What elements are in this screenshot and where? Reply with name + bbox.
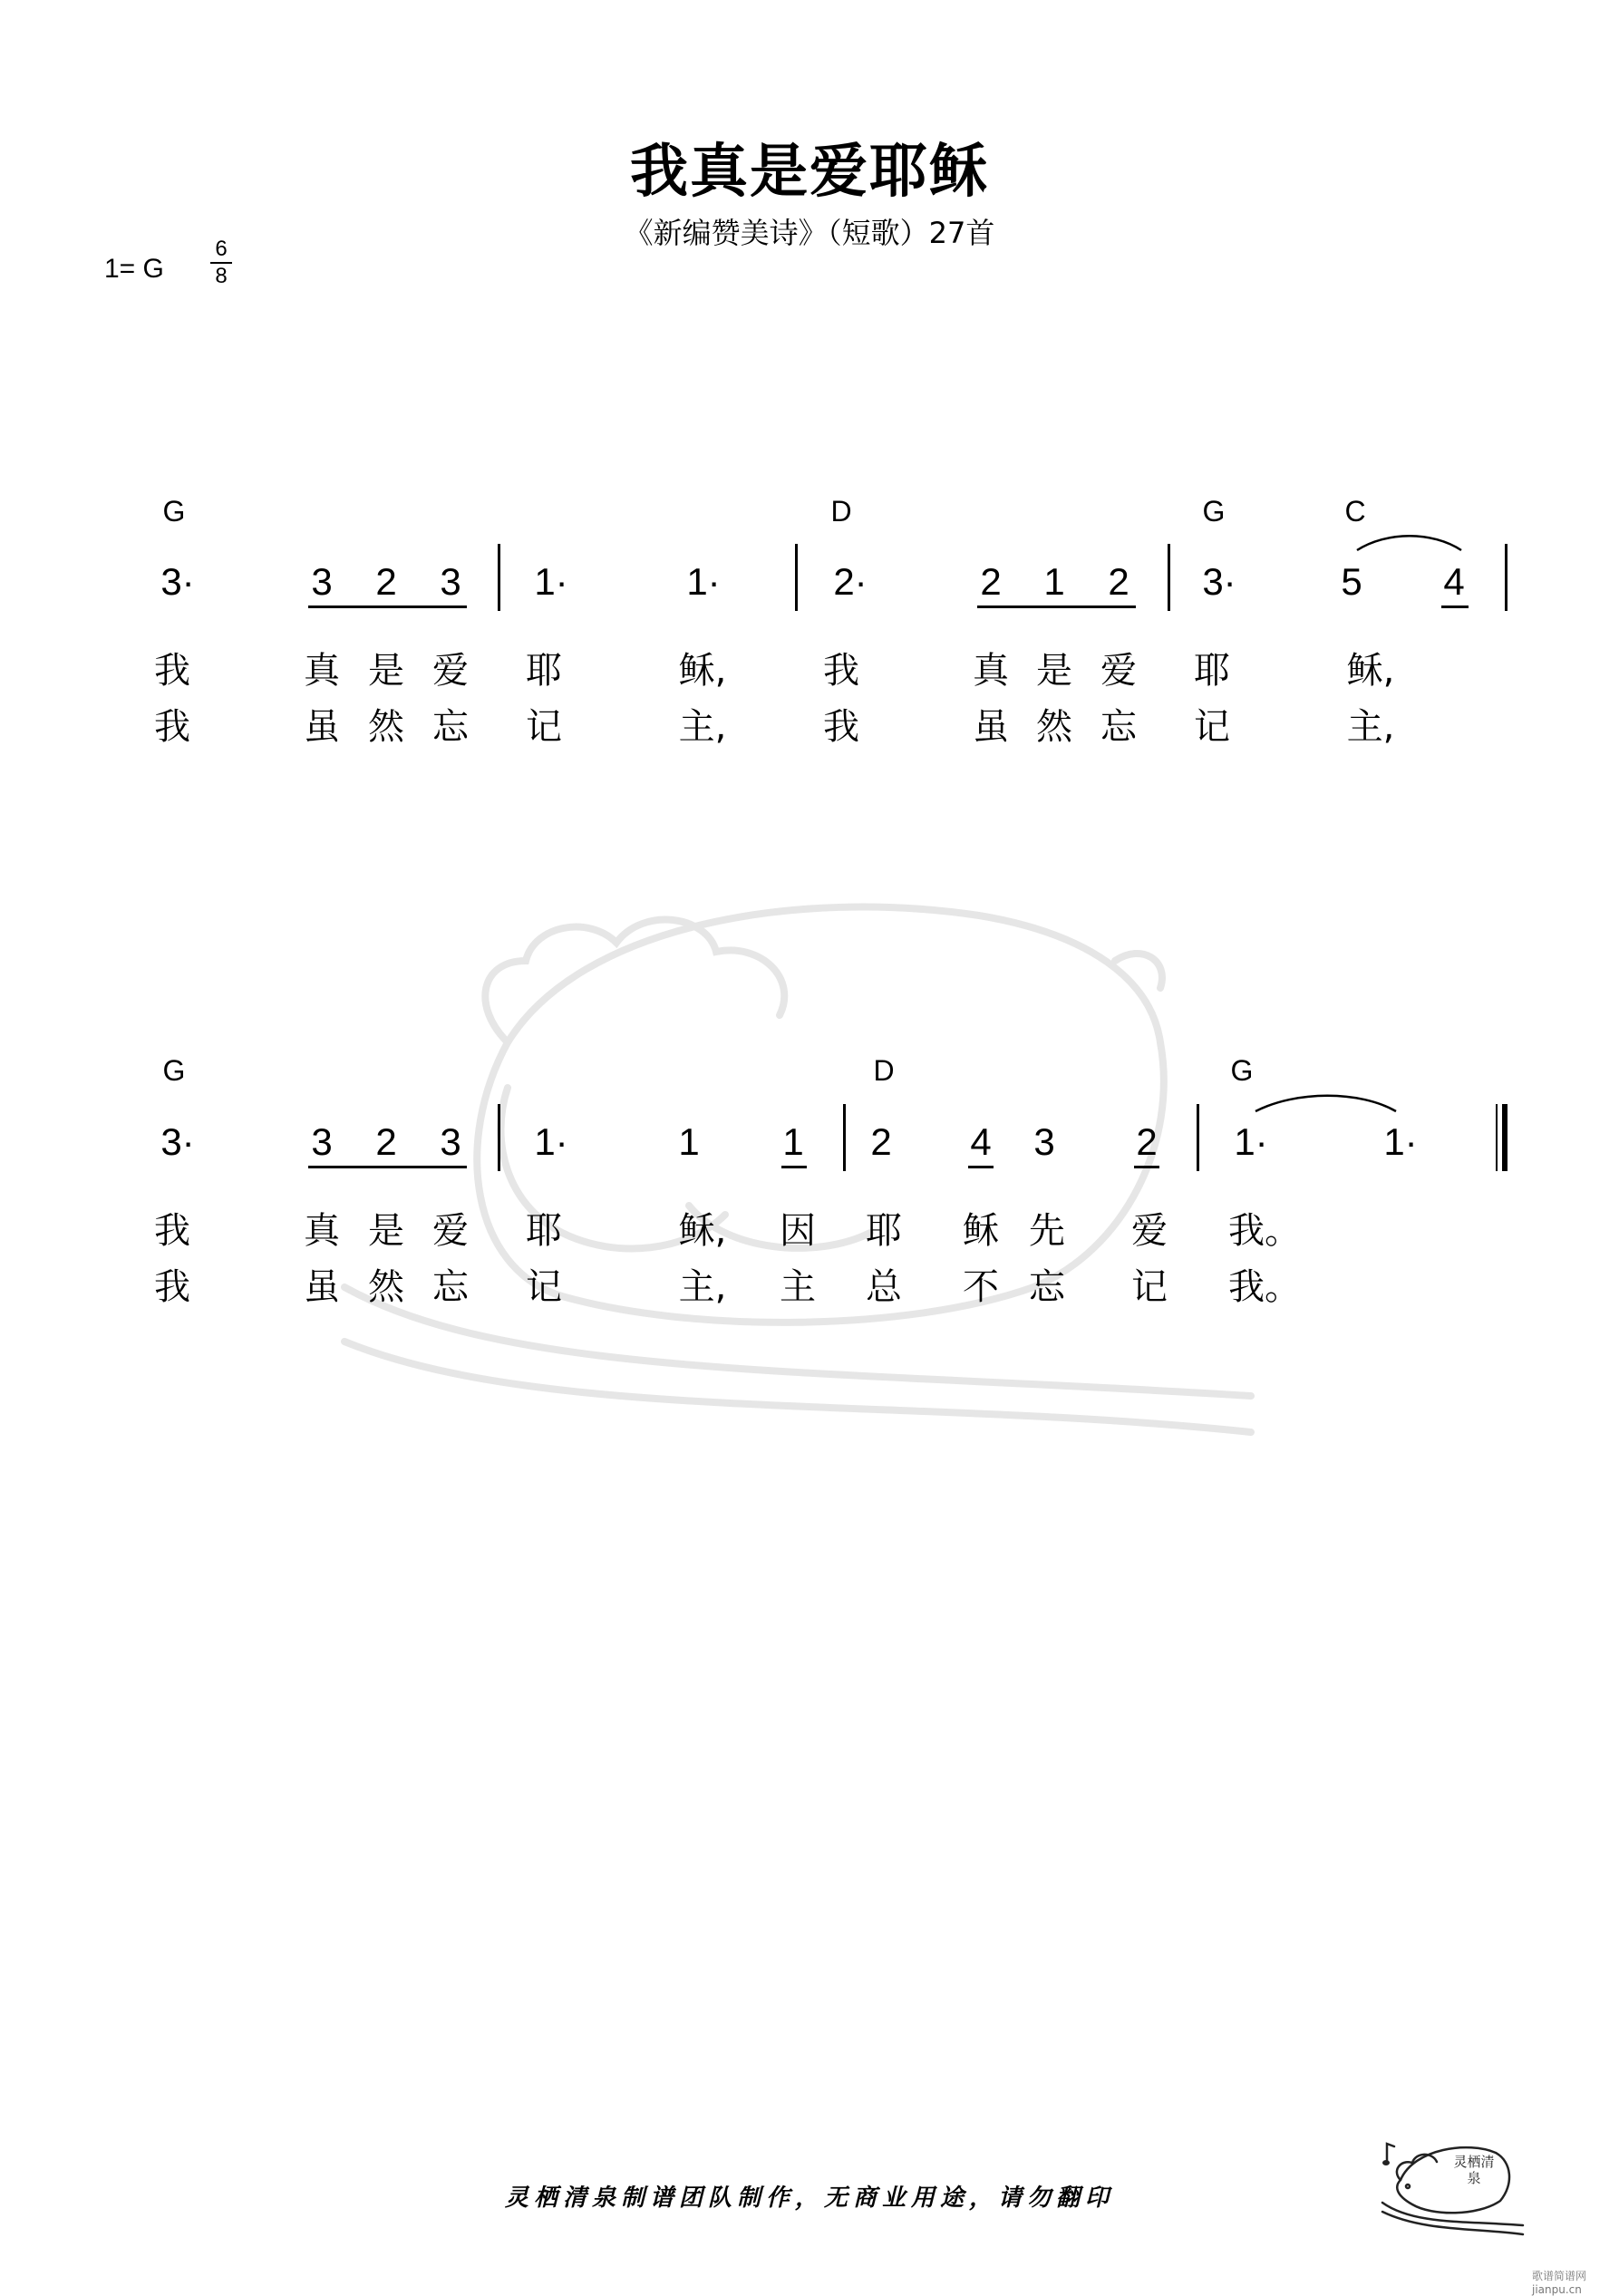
note: 3·: [160, 560, 195, 603]
lyric-verse2: 忘: [432, 1266, 469, 1308]
site-credit: 歌谱简谱网 jianpu.cn: [1532, 2270, 1587, 2296]
logo-text: 灵栖清泉: [1453, 2154, 1495, 2186]
note: 2: [870, 1120, 892, 1163]
note: 1·: [1383, 1120, 1418, 1163]
lyric-verse1: 稣,: [678, 1210, 727, 1252]
note: 3·: [1202, 560, 1236, 603]
lyric-verse2: 虽: [973, 706, 1009, 748]
note: 4: [1443, 560, 1465, 603]
note: 1: [1043, 560, 1065, 603]
lyric-verse1: 真: [973, 650, 1009, 692]
note: 4: [970, 1120, 992, 1163]
lyric-verse1: 是: [368, 1210, 404, 1252]
note: 3: [311, 560, 333, 603]
lyric-verse1: 爱: [432, 650, 469, 692]
lyric-verse1: 稣: [963, 1210, 999, 1252]
lyric-verse1: 我: [154, 1210, 190, 1252]
lyric-verse2: 记: [526, 706, 562, 748]
lyric-verse2: 主,: [678, 1266, 727, 1308]
lyric-verse2: 记: [526, 1266, 562, 1308]
lyric-verse1: 真: [304, 1210, 340, 1252]
note: 2: [375, 560, 397, 603]
lyric-verse2: 我: [154, 1266, 190, 1308]
note: 3·: [160, 1120, 195, 1163]
chord-symbol: C: [1344, 495, 1366, 528]
lyric-verse1: 耶: [526, 650, 562, 692]
lyric-verse2: 虽: [304, 1266, 340, 1308]
chord-symbol: G: [1202, 495, 1226, 528]
lyric-verse2: 然: [368, 1266, 404, 1308]
footer-notice: 灵栖清泉制谱团队制作，无商业用途，请勿翻印: [504, 2185, 1114, 2212]
lyric-verse2: 不: [963, 1266, 999, 1308]
chord-symbol: G: [1230, 1054, 1254, 1087]
lyric-verse1: 我: [823, 650, 859, 692]
key-signature: 1= G: [104, 254, 164, 284]
chord-symbol: D: [873, 1054, 895, 1087]
lyric-verse2: 我: [823, 706, 859, 748]
note: 1·: [1234, 1120, 1268, 1163]
lyric-verse1: 先: [1029, 1210, 1065, 1252]
lyric-verse1: 稣,: [1346, 650, 1395, 692]
note: 1: [782, 1120, 804, 1163]
note: 3: [311, 1120, 333, 1163]
lyric-verse1: 我。: [1228, 1210, 1301, 1252]
lyric-verse1: 爱: [1100, 650, 1137, 692]
lyric-verse1: 稣,: [678, 650, 727, 692]
note: 2: [980, 560, 1002, 603]
lyric-verse2: 忘: [1100, 706, 1137, 748]
note: 1·: [534, 1120, 568, 1163]
lyric-verse2: 主,: [1346, 706, 1395, 748]
note: 2: [1136, 1120, 1158, 1163]
note: 1·: [534, 560, 568, 603]
lyric-verse1: 爱: [432, 1210, 469, 1252]
time-signature-top: 6: [215, 237, 228, 261]
lyric-verse2: 记: [1131, 1266, 1168, 1308]
note: 1: [678, 1120, 700, 1163]
lyric-verse2: 我。: [1228, 1266, 1301, 1308]
time-signature-bottom: 8: [215, 264, 228, 288]
lyric-verse1: 是: [1036, 650, 1072, 692]
lyric-verse2: 记: [1194, 706, 1230, 748]
note: 3: [440, 1120, 461, 1163]
chord-symbol: D: [830, 495, 852, 528]
song-title: 我真是爱耶稣: [630, 139, 989, 206]
lyric-verse2: 我: [154, 706, 190, 748]
note: 5: [1341, 560, 1362, 603]
lyric-verse1: 我: [154, 650, 190, 692]
note: 3: [440, 560, 461, 603]
lyric-verse1: 因: [780, 1210, 816, 1252]
lyric-verse1: 耶: [526, 1210, 562, 1252]
lyric-verse2: 主,: [678, 706, 727, 748]
lyric-verse2: 忘: [432, 706, 469, 748]
note: 1·: [686, 560, 721, 603]
lyric-verse2: 总: [866, 1266, 902, 1308]
note: 3: [1033, 1120, 1055, 1163]
lyric-verse1: 耶: [866, 1210, 902, 1252]
lyric-verse2: 然: [368, 706, 404, 748]
lyric-verse2: 主: [780, 1266, 816, 1308]
lyric-verse2: 然: [1036, 706, 1072, 748]
lyric-verse2: 虽: [304, 706, 340, 748]
lyric-verse2: 忘: [1029, 1266, 1065, 1308]
lyric-verse1: 耶: [1194, 650, 1230, 692]
chord-symbol: G: [162, 495, 186, 528]
song-subtitle: 《新编赞美诗》（短歌）27首: [624, 216, 995, 250]
lyric-verse1: 爱: [1131, 1210, 1168, 1252]
chord-symbol: G: [162, 1054, 186, 1087]
lyric-verse1: 真: [304, 650, 340, 692]
note: 2: [1108, 560, 1129, 603]
note: 2·: [833, 560, 868, 603]
lyric-verse1: 是: [368, 650, 404, 692]
note: 2: [375, 1120, 397, 1163]
